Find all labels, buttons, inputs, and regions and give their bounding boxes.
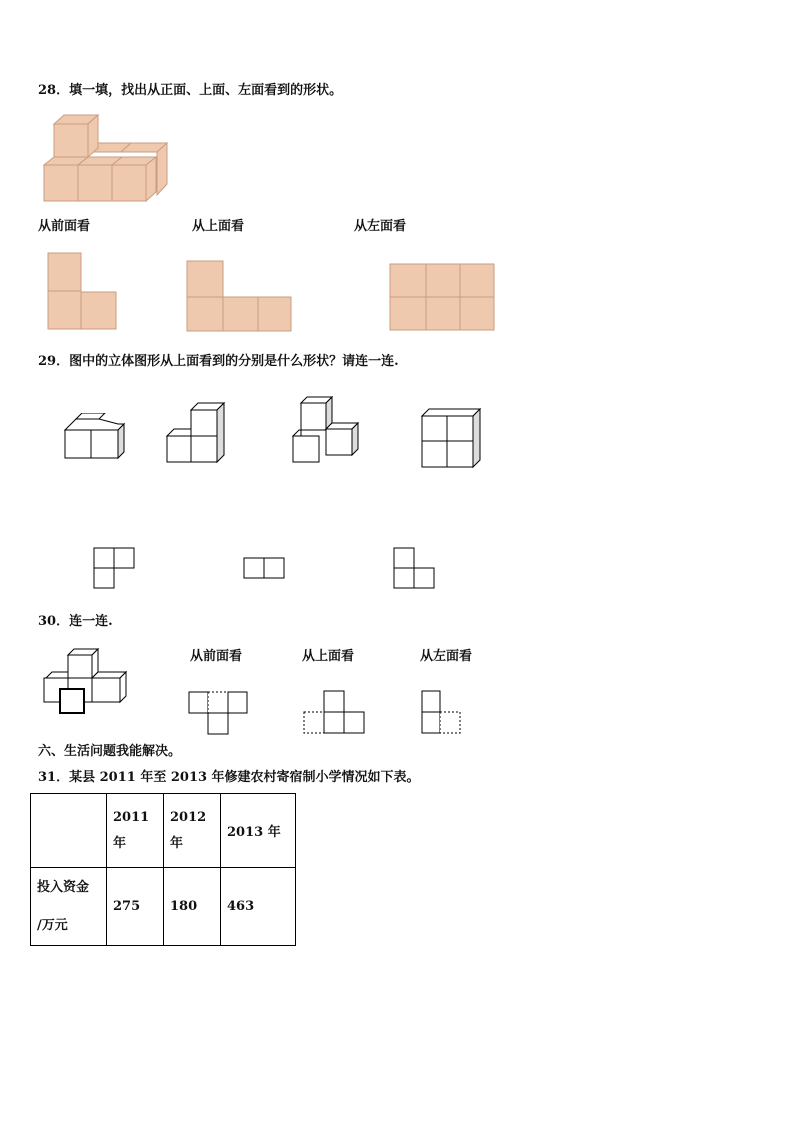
q30-label-left: 从左面看 [420,649,473,664]
q28-front-view [47,252,119,332]
row-label-line1: 投入资金 [37,879,90,895]
q30-label-front: 从前面看 [190,649,243,664]
value-2012: 180 [164,868,221,946]
q30-top-view [303,690,367,736]
q28-label-front: 从前面看 [38,219,91,234]
table-header-empty [31,794,107,868]
q29-view-2 [243,557,287,581]
table-header-row [31,794,296,868]
q30-left-view [420,690,464,736]
q29-title: 29．图中的立体图形从上面看到的分别是什么形状？请连一连. [38,354,399,369]
table-header-2013: 2013 年 [221,794,296,868]
row-label-line2: /万元 [37,917,68,933]
q30-title: 30．连一连. [38,614,113,629]
q28-top-view [186,260,294,334]
q28-label-top: 从上面看 [192,219,245,234]
q28-label-left: 从左面看 [354,219,407,234]
q29-solid-4 [418,408,484,472]
q29-solid-3 [290,396,362,464]
q30-label-top: 从上面看 [302,649,355,664]
section-6-title: 六、生活问题我能解决。 [38,744,182,759]
q28-left-view [389,263,497,333]
table-header-2011 [107,794,164,868]
table-header-2012 [164,794,221,868]
q29-view-3 [393,547,437,591]
q30-solid-figure [42,648,132,716]
q31-title: 31．某县 2011 年至 2013 年修建农村寄宿制小学情况如下表。 [38,770,420,785]
header-2012-text: 2012年 [170,809,207,851]
row-label [31,868,107,946]
header-2011-text: 2011年 [113,809,150,851]
q28-title: 28．填一填，找出从正面、上面、左面看到的形状。 [38,83,343,98]
q28-solid-figure [40,110,175,205]
q30-front-view [188,691,250,737]
value-2011: 275 [107,868,164,946]
q31-investment-table [30,793,296,946]
q29-solid-2 [164,402,228,464]
q29-solid-1 [62,413,128,463]
value-2013: 463 [221,868,296,946]
table-row [31,868,296,946]
q29-view-1 [93,547,137,591]
